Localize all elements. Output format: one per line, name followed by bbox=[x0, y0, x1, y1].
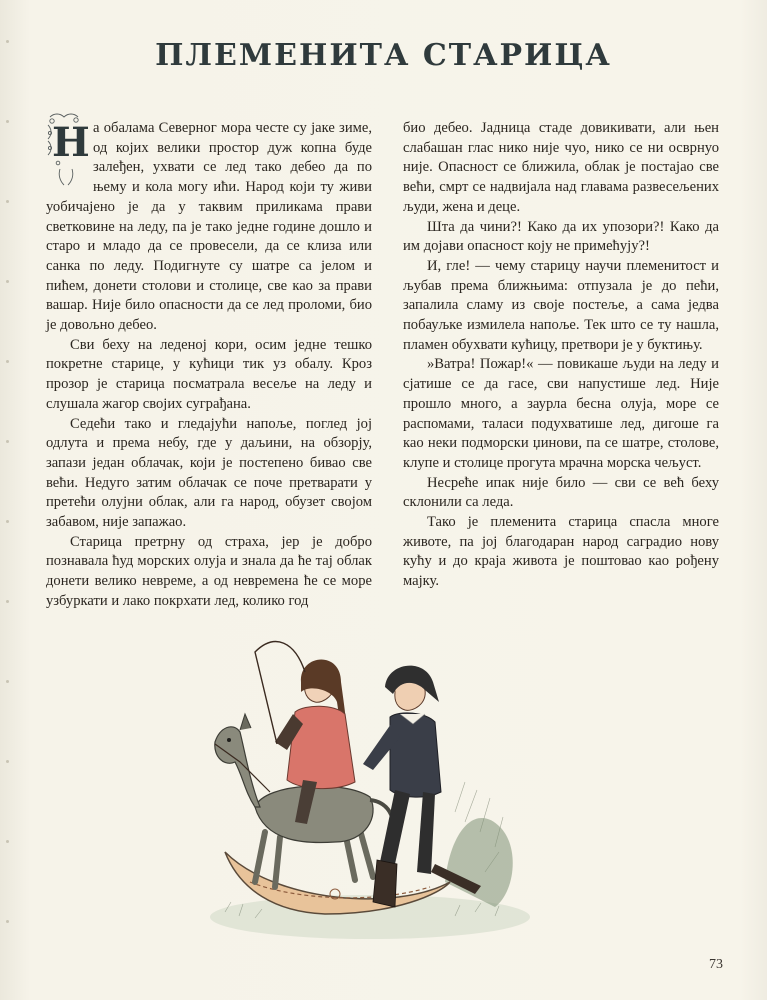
rocking-horse-illustration bbox=[195, 632, 535, 947]
right-column bbox=[403, 119, 719, 592]
paragraph: Седећи тако и гледајући напоље, поглед јој одлута и према небу, где у даљини, на обзорју, запази један облачак, који је постепено бивао све већи. Недуго затим облачак се поче претварати у претећи олујни облак, али га народ, обузет својом забавом, није запажао. bbox=[46, 415, 372, 531]
paragraph: »Ватра! Пожар!« — повикаше људи на леду и сјатише се да гасе, сви напустише лед. Није прошло много, а заурла бесна олуја, море се распомами, таласи подухватише лед, дигоше га као неки подморски џинови, па се шатре, столове, клупе и столице прогута мрачна морска чељуст. bbox=[403, 356, 719, 471]
left-column bbox=[46, 119, 372, 612]
binding-holes bbox=[6, 0, 10, 1000]
paragraph: Шта да чини?! Како да их упозори?! Како да им дојави опасност коју не примећују?! bbox=[403, 218, 719, 255]
paragraph: Н а обалама Северног мора честе су јаке зиме, од којих велики простор дуж копна буде залеђен, ухвати се лед тако дебео да по њему и кола могу ићи. Народ који ту живи уобичајено је да у таквим приликама прави светковине на леду, па је тако једне године дошло и старо и младо да се провесели, да се клиза или санка по леду. Подигнуте су шатре са јелом и пићем, донети столови и столице, све као за прави вашар. Није било опасности да се лед проломи, био је довољно дебео. bbox=[46, 119, 372, 336]
paragraph: био дебео. Јадница стаде довикивати, али њен слабашан глас нико није чуо, нико се ни осврнуо није. Опасност се ближила, облак је постајао све већи, смрт се надвијала над главама развесељених људи, жена и деце. bbox=[403, 120, 719, 215]
page-title: ПЛЕМЕНИТА СТАРИЦА bbox=[155, 38, 612, 73]
paragraph: Тако је племенита старица спасла многе животе, па јој благодаран народ саградио нову кућу и до краја живота је поштовао као рођену мајку. bbox=[403, 514, 719, 590]
paragraph: И, гле! — чему старицу научи племенитост и љубав према ближњима: отпузала је до пећи, запалила сламу из своје постеље, а сама једва побауљке измилела напоље. Тек што се ту нашла, пламен обухвати кућицу, претвори је у буктињу. bbox=[403, 257, 719, 353]
drop-cap bbox=[46, 111, 88, 189]
paragraph: Несреће ипак није било — сви се већ беху склонили са леда. bbox=[403, 474, 719, 511]
page-number: 73 bbox=[709, 957, 723, 972]
paragraph: Сви беху на леденој кори, осим једне тешко покретне старице, у кућици тик уз обалу. Кроз прозор је старица посматрала весеље на леду и слушала жагор својих суграђана. bbox=[46, 336, 372, 412]
paragraph: Старица претрну од страха, јер је добро познавала ћуд морских олуја и знала да ће тај облак донети велико невреме, а од невремена ће се море узбуркати и лако покрхати лед, колико год bbox=[46, 533, 372, 609]
drop-cap-letter: Н bbox=[52, 119, 90, 166]
